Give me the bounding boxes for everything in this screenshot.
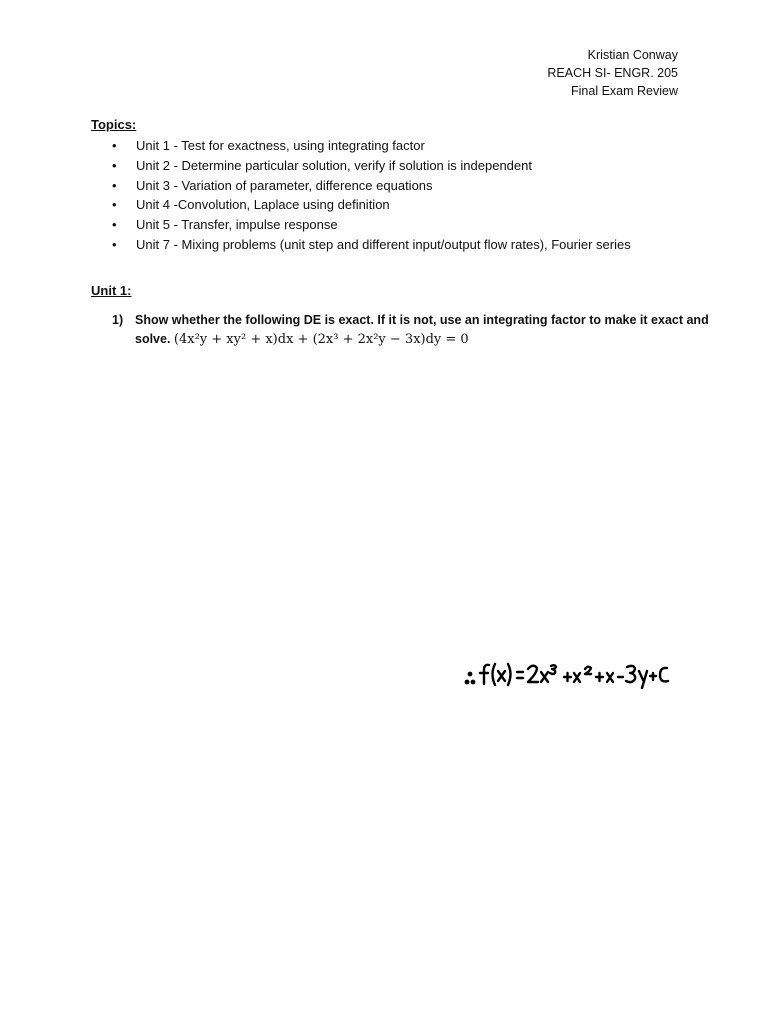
- document-header: [547, 46, 678, 100]
- handwritten-answer: [464, 658, 674, 692]
- topic-item: • Unit 5 - Transfer, impulse response: [112, 215, 631, 235]
- topic-item: • Unit 7 - Mixing problems (unit step and different input/output flow rates), Fourier series: [112, 235, 631, 255]
- unit1-heading: Unit 1:: [91, 283, 132, 298]
- bullet-icon: •: [112, 177, 117, 193]
- topics-list: [112, 136, 631, 255]
- bullet-icon: •: [112, 197, 117, 213]
- topics-heading: Topics:: [91, 117, 137, 132]
- topic-item: • Unit 1 - Test for exactness, using integrating factor: [112, 136, 631, 156]
- document-title: Final Exam Review: [571, 84, 678, 98]
- bullet-icon: •: [112, 217, 117, 233]
- bullet-icon: •: [112, 236, 117, 252]
- bullet-icon: •: [112, 157, 117, 173]
- topic-item: • Unit 3 - Variation of parameter, difference equations: [112, 176, 631, 196]
- author-name: Kristian Conway: [587, 48, 678, 62]
- bullet-icon: •: [112, 138, 117, 153]
- question-number: 1): [112, 313, 124, 327]
- topic-item: • Unit 4 -Convolution, Laplace using definition: [112, 195, 631, 215]
- course-name: REACH SI- ENGR. 205: [547, 66, 678, 80]
- question-text-prefix: solve.: [135, 332, 171, 346]
- question-text-line2: [135, 330, 469, 349]
- question-equation: (4x²y + xy² + x)dx + (2x³ + 2x²y − 3x)dy = 0: [173, 332, 469, 347]
- question-text-line1: Show whether the following DE is exact. If it is not, use an integrating factor to make it exact and: [135, 313, 709, 327]
- topic-item: • Unit 2 - Determine particular solution, verify if solution is independent: [112, 156, 631, 176]
